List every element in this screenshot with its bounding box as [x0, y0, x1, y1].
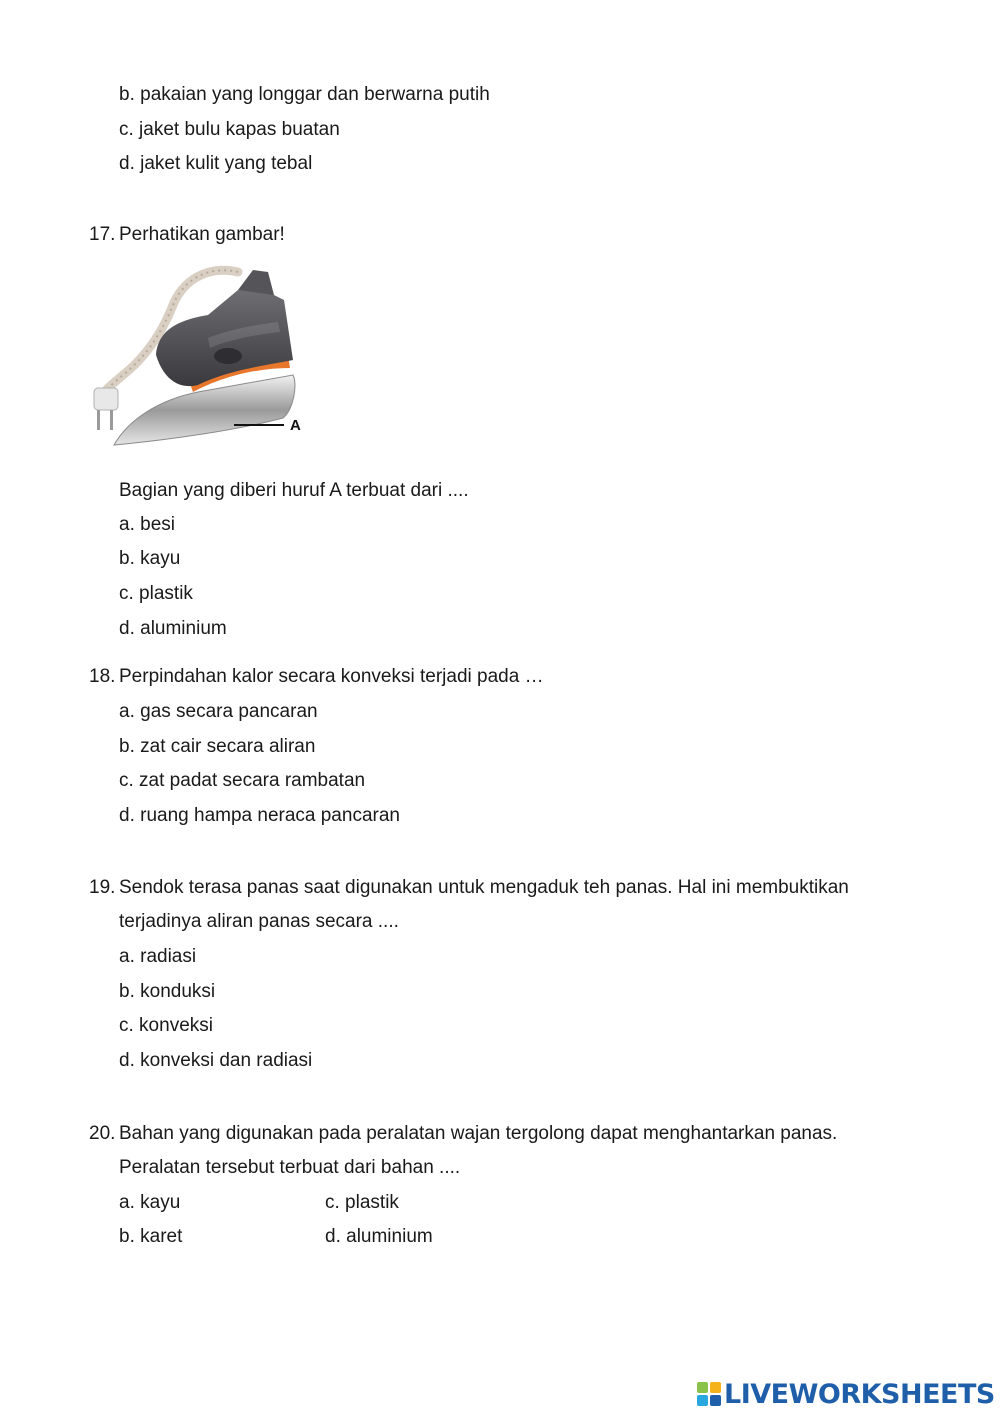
q16-option-b: b. pakaian yang longgar dan berwarna putih [119, 84, 490, 105]
q18-option-c: c. zat padat secara rambatan [119, 770, 366, 791]
q19-text-line1: Sendok terasa panas saat digunakan untuk mengaduk teh panas. Hal ini membuktikan [119, 877, 849, 898]
logo-square-3 [697, 1395, 708, 1406]
q20-option-c: c. plastik [325, 1192, 399, 1213]
liveworksheets-logo-icon [697, 1382, 721, 1406]
q16-option-d: d. jaket kulit yang tebal [119, 153, 313, 174]
q19-text-line2: terjadinya aliran panas secara .... [119, 911, 399, 932]
logo-square-4 [710, 1395, 721, 1406]
q19-number: 19. [89, 877, 116, 898]
q18-number: 18. [89, 666, 116, 687]
liveworksheets-brand[interactable] [697, 1377, 995, 1411]
q19-option-a: a. radiasi [119, 946, 197, 967]
q20-number: 20. [89, 1123, 116, 1144]
q19-option-b: b. konduksi [119, 981, 216, 1002]
q17-option-c: c. plastik [119, 583, 193, 604]
q17-text: Perhatikan gambar! [119, 224, 285, 245]
brand-name: LIVEWORKSHEETS [724, 1378, 995, 1410]
iron-icon [88, 260, 318, 460]
q16-option-c: c. jaket bulu kapas buatan [119, 119, 340, 140]
q19-option-d: d. konveksi dan radiasi [119, 1050, 313, 1071]
q18-text: Perpindahan kalor secara konveksi terjadi pada … [119, 666, 544, 687]
q18-option-b: b. zat cair secara aliran [119, 736, 316, 757]
q17-option-a: a. besi [119, 514, 175, 535]
q17-option-d: d. aluminium [119, 618, 227, 639]
q19-option-c: c. konveksi [119, 1015, 213, 1036]
q20-text-line1: Bahan yang digunakan pada peralatan wajan tergolong dapat menghantarkan panas. [119, 1123, 838, 1144]
q17-number: 17. [89, 224, 116, 245]
q18-option-d: d. ruang hampa neraca pancaran [119, 805, 400, 826]
logo-square-2 [710, 1382, 721, 1393]
q17-option-b: b. kayu [119, 548, 181, 569]
logo-square-1 [697, 1382, 708, 1393]
q20-option-d: d. aluminium [325, 1226, 433, 1247]
q17-question: Bagian yang diberi huruf A terbuat dari .... [119, 480, 469, 501]
figure-label-a: A [290, 417, 301, 434]
q20-option-a: a. kayu [119, 1192, 181, 1213]
q20-text-line2: Peralatan tersebut terbuat dari bahan .... [119, 1157, 461, 1178]
iron-figure [88, 260, 318, 460]
q18-option-a: a. gas secara pancaran [119, 701, 318, 722]
q20-option-b: b. karet [119, 1226, 183, 1247]
